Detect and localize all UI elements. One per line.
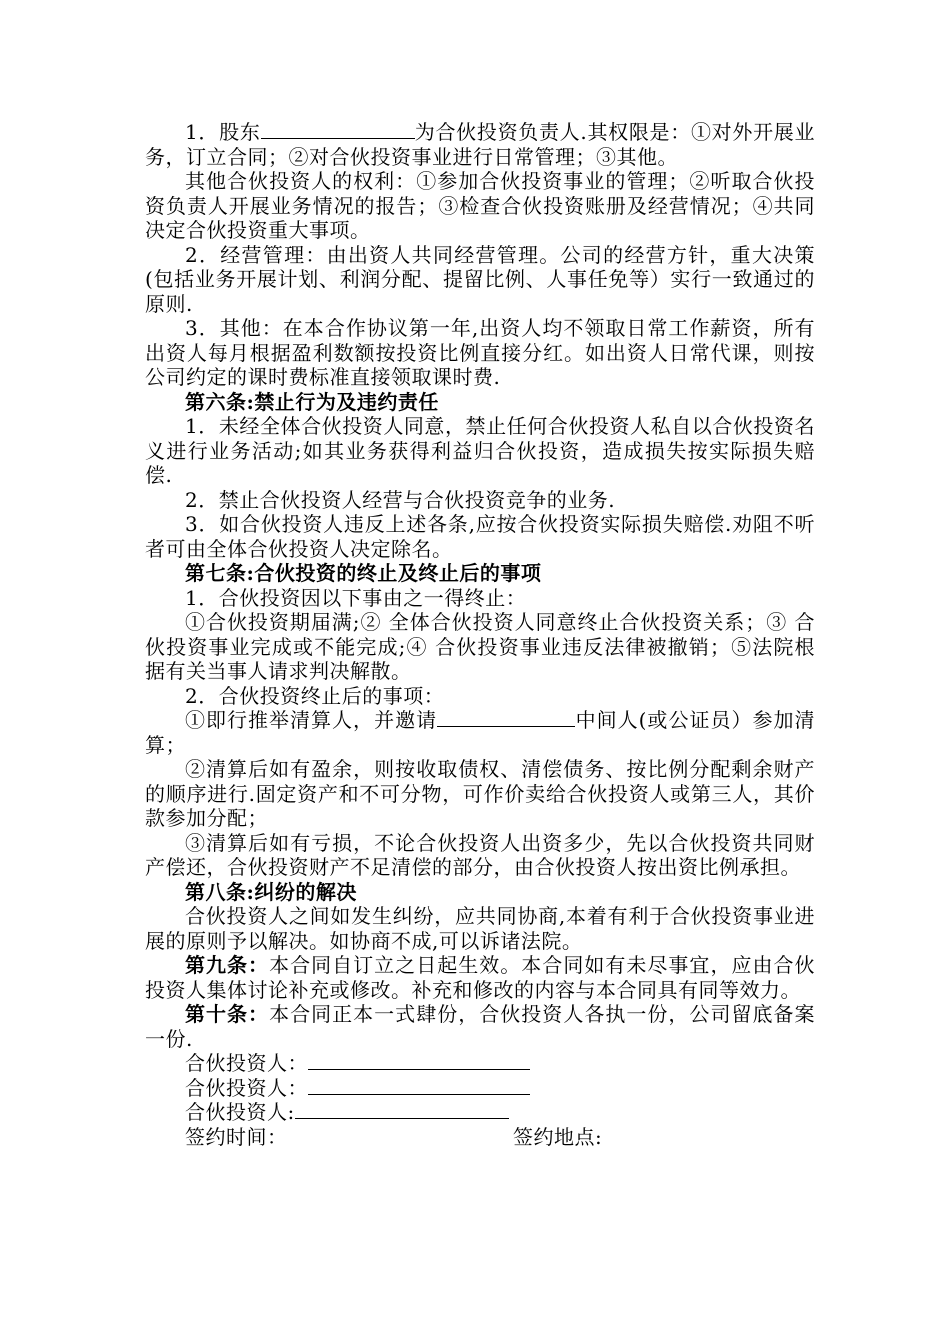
signature-line-3: [145, 1100, 815, 1125]
article-9-text: 本合同自订立之日起生效。本合同如有未尽事宜，应由合伙投资人集体讨论补充或修改。补充和修改的内容与本合同具有同等效力。: [145, 953, 816, 1002]
article-7-item-1: 1．合伙投资因以下事由之一得终止：: [185, 585, 527, 610]
article-8-heading: 第八条:纠纷的解决: [185, 879, 357, 904]
clause-5-item-2: 2．经营管理：由出资人共同经营管理。公司的经营方针，重大决策(包括业务开展计划、利润分配、提留比例、人事任免等）实行一致通过的原则.: [145, 242, 815, 316]
article-8-text: 合伙投资人之间如发生纠纷，应共同协商,本着有利于合伙投资事业进展的原则予以解决。如协商不成,可以诉诸法院。: [145, 904, 815, 953]
liquidator-text: 中间人(或公证员）参加清算；: [145, 708, 815, 757]
signature-label-1: 合伙投资人：: [185, 1051, 308, 1075]
signature-label-3: 合伙投资人:: [185, 1100, 295, 1124]
article-7-item-2-surplus: ②清算后如有盈余，则按收取债权、清偿债务、按比例分配剩余财产的顺序进行.固定资产和不可分物，可作价卖给合伙投资人或第三人，其价款参加分配；: [145, 757, 815, 830]
article-7-heading: 第七条:合伙投资的终止及终止后的事项: [185, 561, 542, 585]
article-9: [145, 953, 815, 1002]
intermediary-blank: [437, 708, 575, 727]
contract-page: [145, 120, 815, 1149]
article-9-label: 第九条：: [185, 953, 270, 977]
signing-info-row: [145, 1125, 815, 1150]
article-10-label: 第十条：: [185, 1002, 270, 1026]
article-7-item-2-liquidator: [145, 708, 815, 757]
article-6-item-2: 2．禁止合伙投资人经营与合伙投资竞争的业务.: [185, 487, 616, 512]
article-7-item-2: 2．合伙投资终止后的事项：: [185, 683, 445, 708]
signature-blank-3: [295, 1100, 509, 1119]
signature-blank-1: [308, 1051, 530, 1070]
clause-5-item-1-lead: 1．股东: [185, 120, 261, 144]
article-6-item-3: 3．如合伙投资人违反上述各条,应按合伙投资实际损失赔偿.劝阻不听者可由全体合伙投资人决定除名。: [145, 512, 815, 561]
signing-place-label: 签约地点:: [513, 1124, 603, 1149]
article-7-item-2-loss: ③清算后如有亏损，不论合伙投资人出资多少，先以合伙投资共同财产偿还，合伙投资财产不足清偿的部分，由合伙投资人按出资比例承担。: [145, 830, 815, 879]
signature-blank-2: [308, 1076, 530, 1095]
other-partner-rights: 其他合伙投资人的权利：①参加合伙投资事业的管理；②听取合伙投资负责人开展业务情况的报告；③检查合伙投资账册及经营情况；④共同决定合伙投资重大事项。: [145, 169, 815, 242]
article-6-heading: 第六条:禁止行为及违约责任: [185, 389, 439, 414]
signing-time-label: 签约时间：: [185, 1124, 288, 1149]
clause-5-item-1-text: 为合伙投资负责人.其权限是：①对外开展业务，订立合同；②对合伙投资事业进行日常管理；③其他。: [145, 120, 815, 169]
article-6-item-1: 1．未经全体合伙投资人同意，禁止任何合伙投资人私自以合伙投资名义进行业务活动;如其业务获得利益归合伙投资，造成损失按实际损失赔偿.: [145, 414, 815, 487]
signature-line-2: [145, 1076, 815, 1101]
liquidator-lead: ①即行推举清算人，并邀请: [185, 708, 438, 732]
clause-5-item-1: [145, 120, 815, 169]
article-7-termination-reasons: ①合伙投资期届满;② 全体合伙投资人同意终止合伙投资关系；③ 合伙投资事业完成或不能完成;④ 合伙投资事业违反法律被撤销；⑤法院根据有关当事人请求判决解散。: [145, 610, 815, 683]
signature-label-2: 合伙投资人：: [185, 1075, 308, 1100]
article-10: [145, 1002, 815, 1051]
signature-line-1: [145, 1051, 815, 1076]
responsible-partner-blank: [261, 120, 415, 139]
article-10-text: 本合同正本一式肆份，合伙投资人各执一份，公司留底备案一份.: [145, 1002, 816, 1051]
clause-5-item-3: 3．其他：在本合作协议第一年,出资人均不领取日常工作薪资，所有出资人每月根据盈利数额按投资比例直接分红。如出资人日常代课，则按公司约定的课时费标准直接领取课时费.: [145, 316, 815, 389]
